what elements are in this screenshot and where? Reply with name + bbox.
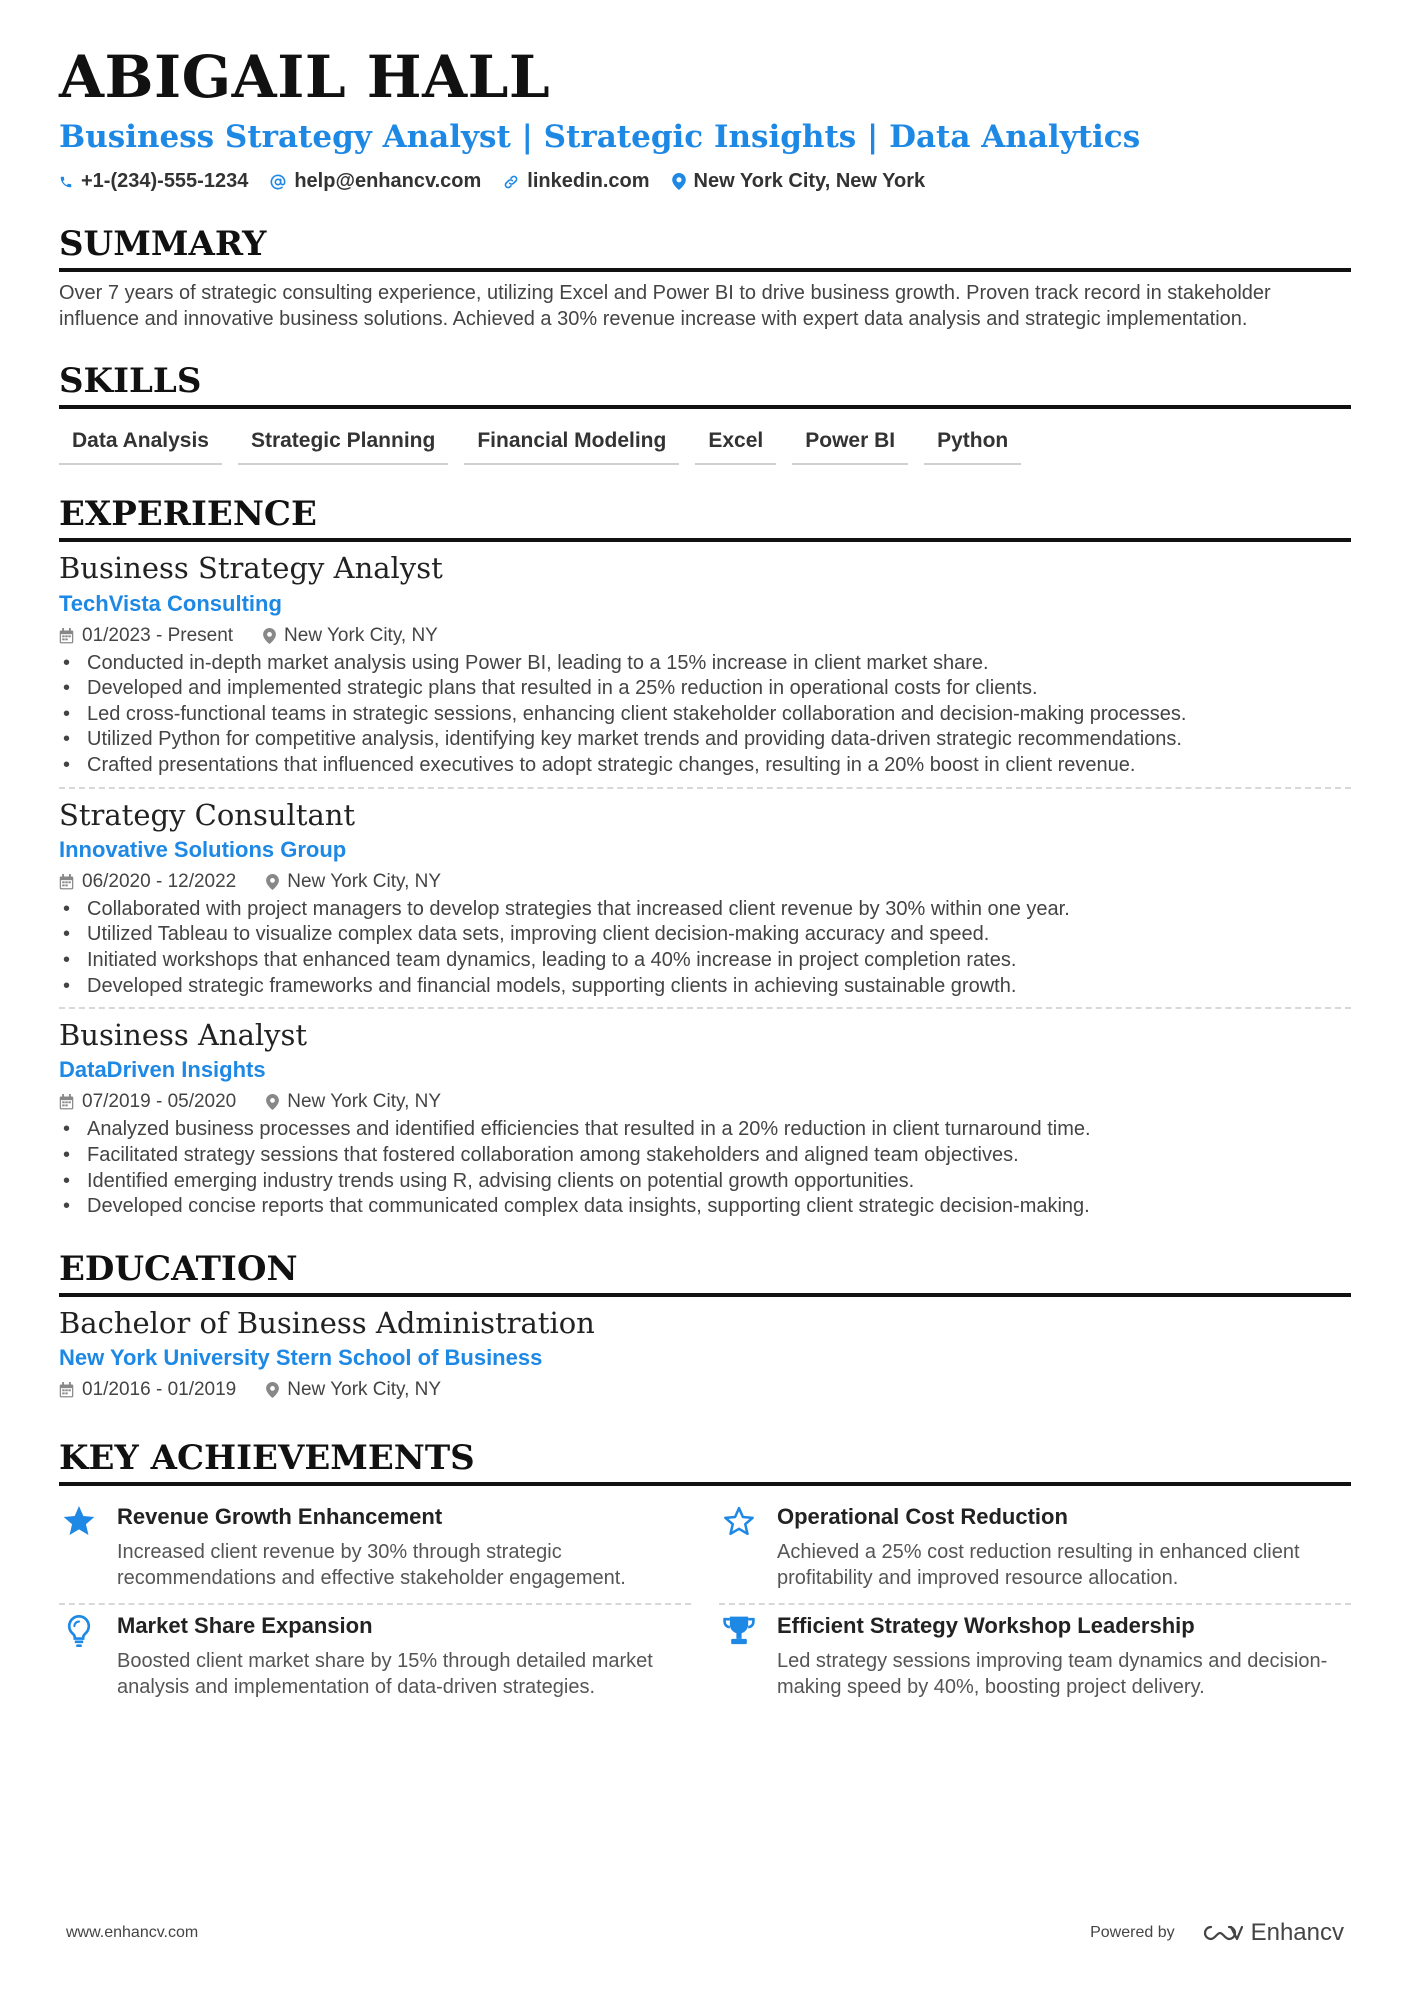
education-entry — [59, 1305, 1351, 1401]
job-dates-text: 07/2019 - 05/2020 — [82, 1091, 237, 1113]
map-pin-icon — [266, 1094, 279, 1110]
email-text: help@enhancv.com — [294, 170, 482, 193]
bullet-item: • Identified emerging industry trends using R, advising clients on potential growth opportunities. — [59, 1169, 1351, 1195]
bullet-item: • Utilized Python for competitive analysis, identifying key market trends and providing data-driven strategic recommendations. — [59, 727, 1351, 753]
candidate-name: ABIGAIL HALL — [59, 43, 551, 111]
job-bullets — [59, 651, 1351, 779]
summary-heading: SUMMARY — [59, 225, 1351, 272]
achievements-grid — [59, 1496, 1351, 1712]
calendar-icon — [59, 628, 74, 644]
phone-icon — [59, 175, 73, 189]
job-location-text: New York City, NY — [287, 870, 442, 892]
job-bullets — [59, 897, 1351, 999]
skill-tag: Financial Modeling — [464, 423, 679, 465]
experience-section — [59, 495, 1351, 1228]
phone-text: +1-(234)-555-1234 — [81, 170, 249, 193]
bullet-item: • Utilized Tableau to visualize complex data sets, improving client decision-making accuracy and speed. — [59, 922, 1351, 948]
star-filled-icon — [59, 1504, 99, 1591]
job-dates — [59, 625, 233, 647]
bullet-item: • Crafted presentations that influenced executives to adopt strategic changes, resulting in a 20% boost in client revenue. — [59, 753, 1351, 779]
job-location — [263, 625, 438, 647]
company-name: DataDriven Insights — [59, 1057, 266, 1083]
calendar-icon — [59, 874, 74, 890]
achievement-desc: Achieved a 25% cost reduction resulting in enhanced client profitability and improved resource allocation. — [777, 1541, 1300, 1589]
skill-tag: Python — [924, 423, 1021, 465]
job-dates-text: 01/2023 - Present — [82, 624, 234, 646]
education-dates-text: 01/2016 - 01/2019 — [82, 1379, 237, 1401]
experience-heading: EXPERIENCE — [59, 495, 1351, 542]
job-title: Business Strategy Analyst — [59, 551, 443, 586]
link-icon — [503, 174, 519, 190]
achievement-item — [59, 1496, 691, 1605]
job-dates — [59, 871, 236, 893]
lightbulb-icon — [59, 1613, 99, 1700]
job-entry — [59, 550, 1351, 786]
job-location-text: New York City, NY — [287, 1091, 442, 1113]
powered-by-label: Powered by — [1090, 1924, 1175, 1941]
bullet-item: • Collaborated with project managers to develop strategies that increased client revenue by 30% within one year. — [59, 897, 1351, 923]
trophy-icon — [719, 1613, 759, 1700]
education-location-text: New York City, NY — [287, 1379, 442, 1401]
skills-section — [59, 362, 1351, 465]
map-pin-icon — [263, 628, 276, 644]
company-name: Innovative Solutions Group — [59, 836, 347, 862]
achievements-section — [59, 1439, 1351, 1712]
bullet-item: • Developed strategic frameworks and financial models, supporting clients in achieving sustainable growth. — [59, 974, 1351, 1000]
skill-tag: Excel — [695, 423, 776, 465]
job-location — [266, 871, 441, 893]
achievement-title: Market Share Expansion — [117, 1613, 373, 1639]
bullet-item: • Analyzed business processes and identified efficiencies that resulted in a 20% reduction in client turnaround time. — [59, 1117, 1351, 1143]
bullet-item: • Conducted in-depth market analysis using Power BI, leading to a 15% increase in client market share. — [59, 651, 1351, 677]
achievement-item — [719, 1496, 1351, 1605]
job-dates — [59, 1091, 236, 1113]
summary-section — [59, 225, 1351, 332]
bullet-item: • Developed concise reports that communicated complex data insights, supporting client strategic decision-making. — [59, 1194, 1351, 1220]
calendar-icon — [59, 1382, 74, 1398]
achievement-desc: Increased client revenue by 30% through strategic recommendations and effective stakeholder engagement. — [117, 1541, 626, 1589]
bullet-item: • Led cross-functional teams in strategic sessions, enhancing client stakeholder collaboration and decision-making processes. — [59, 702, 1351, 728]
map-pin-icon — [672, 173, 686, 190]
achievement-desc: Boosted client market share by 15% through detailed market analysis and implementation of data-driven strategies. — [117, 1650, 653, 1699]
achievements-heading: KEY ACHIEVEMENTS — [59, 1439, 1351, 1486]
star-outline-icon — [719, 1504, 759, 1591]
contact-linkedin[interactable] — [503, 170, 649, 193]
linkedin-text: linkedin.com — [527, 170, 650, 193]
skills-heading: SKILLS — [59, 362, 1351, 409]
website-link[interactable]: www.enhancv.com — [66, 1924, 199, 1941]
achievement-item — [719, 1605, 1351, 1712]
education-location — [266, 1379, 441, 1401]
brand-name: Enhancv — [1250, 1919, 1344, 1946]
map-pin-icon — [266, 874, 279, 890]
location-text: New York City, New York — [693, 170, 926, 193]
contact-location — [672, 170, 926, 193]
skills-list — [59, 423, 1351, 465]
achievement-desc: Led strategy sessions improving team dynamics and decision-making speed by 40%, boosting project delivery. — [777, 1650, 1328, 1699]
bullet-item: • Facilitated strategy sessions that fostered collaboration among stakeholders and aligned team objectives. — [59, 1143, 1351, 1169]
degree: Bachelor of Business Administration — [59, 1305, 595, 1340]
brand-logo[interactable] — [1197, 1919, 1344, 1947]
skill-tag: Strategic Planning — [238, 423, 448, 465]
job-entry — [59, 787, 1351, 1008]
bullet-item: • Initiated workshops that enhanced team dynamics, leading to a 40% increase in project completion rates. — [59, 948, 1351, 974]
job-location — [266, 1091, 441, 1113]
job-bullets — [59, 1117, 1351, 1219]
education-heading: EDUCATION — [59, 1250, 1351, 1297]
map-pin-icon — [266, 1382, 279, 1398]
skill-tag: Power BI — [792, 423, 908, 465]
summary-text: Over 7 years of strategic consulting experience, utilizing Excel and Power BI to drive business growth. Proven track record in stakeholder influence and innovative business solutions. Achieved a 30% revenue increase with expert data analysis and strategic implementation. — [59, 282, 1271, 331]
job-location-text: New York City, NY — [284, 624, 438, 646]
achievement-title: Operational Cost Reduction — [777, 1504, 1068, 1530]
job-title: Strategy Consultant — [59, 797, 356, 832]
contact-bar — [59, 170, 1351, 193]
job-title: Business Analyst — [59, 1018, 308, 1053]
contact-phone[interactable] — [59, 170, 248, 193]
achievement-title: Revenue Growth Enhancement — [117, 1504, 443, 1530]
education-meta — [59, 1379, 1351, 1401]
job-meta — [59, 871, 1351, 893]
footer — [66, 1919, 1344, 1947]
calendar-icon — [59, 1094, 74, 1110]
bullet-item: • Developed and implemented strategic plans that resulted in a 25% reduction in operational costs for clients. — [59, 676, 1351, 702]
at-sign-icon — [270, 174, 286, 190]
education-dates — [59, 1379, 236, 1401]
job-meta — [59, 1091, 1351, 1113]
job-entry — [59, 1007, 1351, 1228]
enhancv-logo-icon — [1197, 1922, 1243, 1944]
job-meta — [59, 625, 1351, 647]
school-name: New York University Stern School of Business — [59, 1345, 543, 1371]
job-dates-text: 06/2020 - 12/2022 — [82, 870, 237, 892]
company-name: TechVista Consulting — [59, 590, 282, 616]
contact-email[interactable] — [270, 170, 481, 193]
headline: Business Strategy Analyst | Strategic Insights | Data Analytics — [59, 119, 1141, 155]
achievement-item — [59, 1605, 691, 1712]
education-section — [59, 1250, 1351, 1401]
achievement-title: Efficient Strategy Workshop Leadership — [777, 1613, 1195, 1639]
skill-tag: Data Analysis — [59, 423, 222, 465]
powered-by — [1090, 1919, 1344, 1947]
